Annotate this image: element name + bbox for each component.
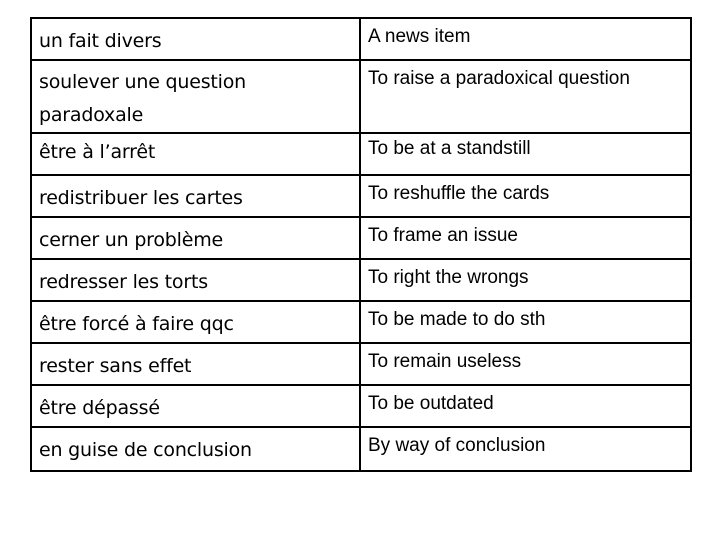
french-term-line: soulever une question [39, 71, 247, 93]
table-row [31, 385, 691, 427]
table-row [31, 217, 691, 259]
french-term-line: paradoxale [39, 104, 144, 126]
table-row [31, 259, 691, 301]
table-row [31, 60, 691, 133]
english-translation: To be at a standstill [360, 133, 691, 175]
french-term: un fait divers [31, 18, 360, 60]
vocabulary-table [30, 17, 692, 472]
table-row [31, 427, 691, 471]
french-term: être dépassé [31, 385, 360, 427]
french-term: rester sans effet [31, 343, 360, 385]
french-term: redistribuer les cartes [31, 175, 360, 217]
french-term: être à l’arrêt [31, 133, 360, 175]
english-translation: To frame an issue [360, 217, 691, 259]
french-term: en guise de conclusion [31, 427, 360, 471]
english-translation: To be made to do sth [360, 301, 691, 343]
table-row [31, 18, 691, 60]
english-translation: To reshuffle the cards [360, 175, 691, 217]
table-row [31, 133, 691, 175]
english-translation: A news item [360, 18, 691, 60]
french-term: cerner un problème [31, 217, 360, 259]
table-row [31, 175, 691, 217]
french-term [31, 60, 360, 133]
english-translation: To raise a paradoxical question [360, 60, 691, 133]
french-term: redresser les torts [31, 259, 360, 301]
table-row [31, 301, 691, 343]
english-translation: To remain useless [360, 343, 691, 385]
table-row [31, 343, 691, 385]
english-translation: To be outdated [360, 385, 691, 427]
english-translation: By way of conclusion [360, 427, 691, 471]
english-translation: To right the wrongs [360, 259, 691, 301]
french-term: être forcé à faire qqc [31, 301, 360, 343]
